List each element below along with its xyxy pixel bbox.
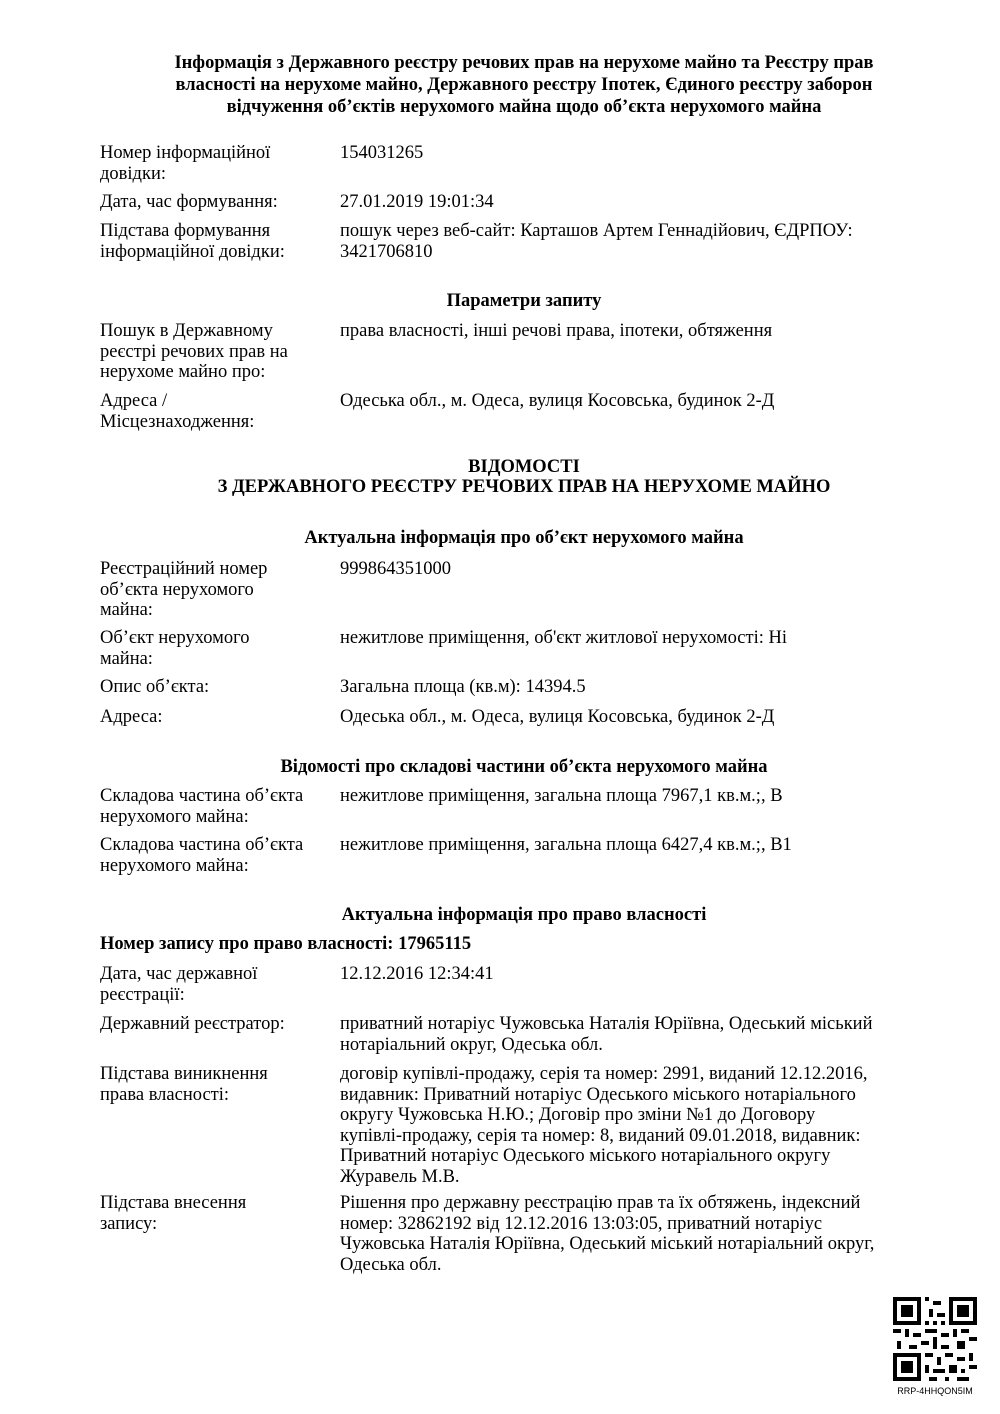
ownership-heading: Актуальна інформація про право власності xyxy=(341,905,707,925)
registry-title: ВІДОМОСТІ З ДЕРЖАВНОГО РЕЄСТРУ РЕЧОВИХ ПРАВ НА НЕРУХОМЕ МАЙНО xyxy=(217,457,831,497)
field-label: Підстава формування інформаційної довідки: xyxy=(100,221,285,262)
field-value: 999864351000 xyxy=(340,559,451,579)
field-value: права власності, інші речові права, іпотеки, обтяження xyxy=(340,321,773,341)
field-value: нежитлове приміщення, загальна площа 6427,4 кв.м.;, В1 xyxy=(340,835,792,855)
query-heading: Параметри запиту xyxy=(446,291,602,311)
field-label: Реєстраційний номер об’єкта нерухомого майна: xyxy=(100,559,268,620)
field-value: 154031265 xyxy=(340,143,424,163)
field-value: Рішення про державну реєстрацію прав та їх обтяжень, індексний номер: 32862192 від 12.12.2016 13:03:05, приватний нотаріус Чужовська Наталія Юріївна, Одеський міський нотаріальний округ, Одеська обл. xyxy=(340,1193,875,1275)
field-label: Адреса / Місцезнаходження: xyxy=(100,391,255,432)
title-line: власності на нерухоме майно, Державного реєстру Іпотек, Єдиного реєстру заборон xyxy=(175,75,873,95)
field-value: пошук через веб-сайт: Карташов Артем Геннадійович, ЄДРПОУ: 3421706810 xyxy=(340,221,853,262)
document-title xyxy=(100,52,948,118)
field-label: Складова частина об’єкта нерухомого майна: xyxy=(100,786,304,827)
field-label: Адреса: xyxy=(100,707,163,727)
field-label: Складова частина об’єкта нерухомого майна: xyxy=(100,835,304,876)
field-value: договір купівлі-продажу, серія та номер: 2991, виданий 12.12.2016, видавник: Приватний нотаріус Одеського міського нотаріального округу Чужовська Н.Ю.; Договір про зміни №1 до Договору купівлі-продажу, серія та номер: 8, виданий 09.01.2018, видавник: Приватний нотаріус Одеського міського нотаріального округу Журавель М.В. xyxy=(340,1064,868,1187)
field-value: нежитлове приміщення, об'єкт житлової нерухомості: Ні xyxy=(340,628,788,648)
field-label: Підстава виникнення права власності: xyxy=(100,1064,268,1105)
field-label: Номер інформаційної довідки: xyxy=(100,143,271,184)
object-heading: Актуальна інформація про об’єкт нерухомого майна xyxy=(304,528,744,548)
title-line: Інформація з Державного реєстру речових прав на нерухоме майно та Реєстру прав xyxy=(174,53,874,73)
field-value: Одеська обл., м. Одеса, вулиця Косовська, будинок 2-Д xyxy=(340,707,775,727)
field-label: Державний реєстратор: xyxy=(100,1014,285,1034)
qr-code-label: RRP-4HHQON5IM xyxy=(897,1386,973,1396)
field-value: 12.12.2016 12:34:41 xyxy=(340,964,494,984)
field-value: 27.01.2019 19:01:34 xyxy=(340,192,494,212)
field-value: нежитлове приміщення, загальна площа 7967,1 кв.м.;, В xyxy=(340,786,783,806)
field-value: Загальна площа (кв.м): 14394.5 xyxy=(340,677,586,697)
title-line: відчуження об’єктів нерухомого майна щодо об’єкта нерухомого майна xyxy=(226,97,822,117)
parts-heading: Відомості про складові частини об’єкта нерухомого майна xyxy=(280,757,768,777)
field-value: приватний нотаріус Чужовська Наталія Юріївна, Одеський міський нотаріальний округ, Одеська обл. xyxy=(340,1014,873,1055)
field-label: Опис об’єкта: xyxy=(100,677,210,697)
field-label: Дата, час формування: xyxy=(100,192,278,212)
field-label: Підстава внесення запису: xyxy=(100,1193,247,1234)
field-label: Об’єкт нерухомого майна: xyxy=(100,628,250,669)
qr-code-icon xyxy=(893,1297,977,1381)
field-value: Одеська обл., м. Одеса, вулиця Косовська, будинок 2-Д xyxy=(340,391,775,411)
field-label: Пошук в Державному реєстрі речових прав на нерухоме майно про: xyxy=(100,321,288,382)
ownership-record-number: Номер запису про право власності: 17965115 xyxy=(100,934,472,954)
field-label: Дата, час державної реєстрації: xyxy=(100,964,258,1005)
